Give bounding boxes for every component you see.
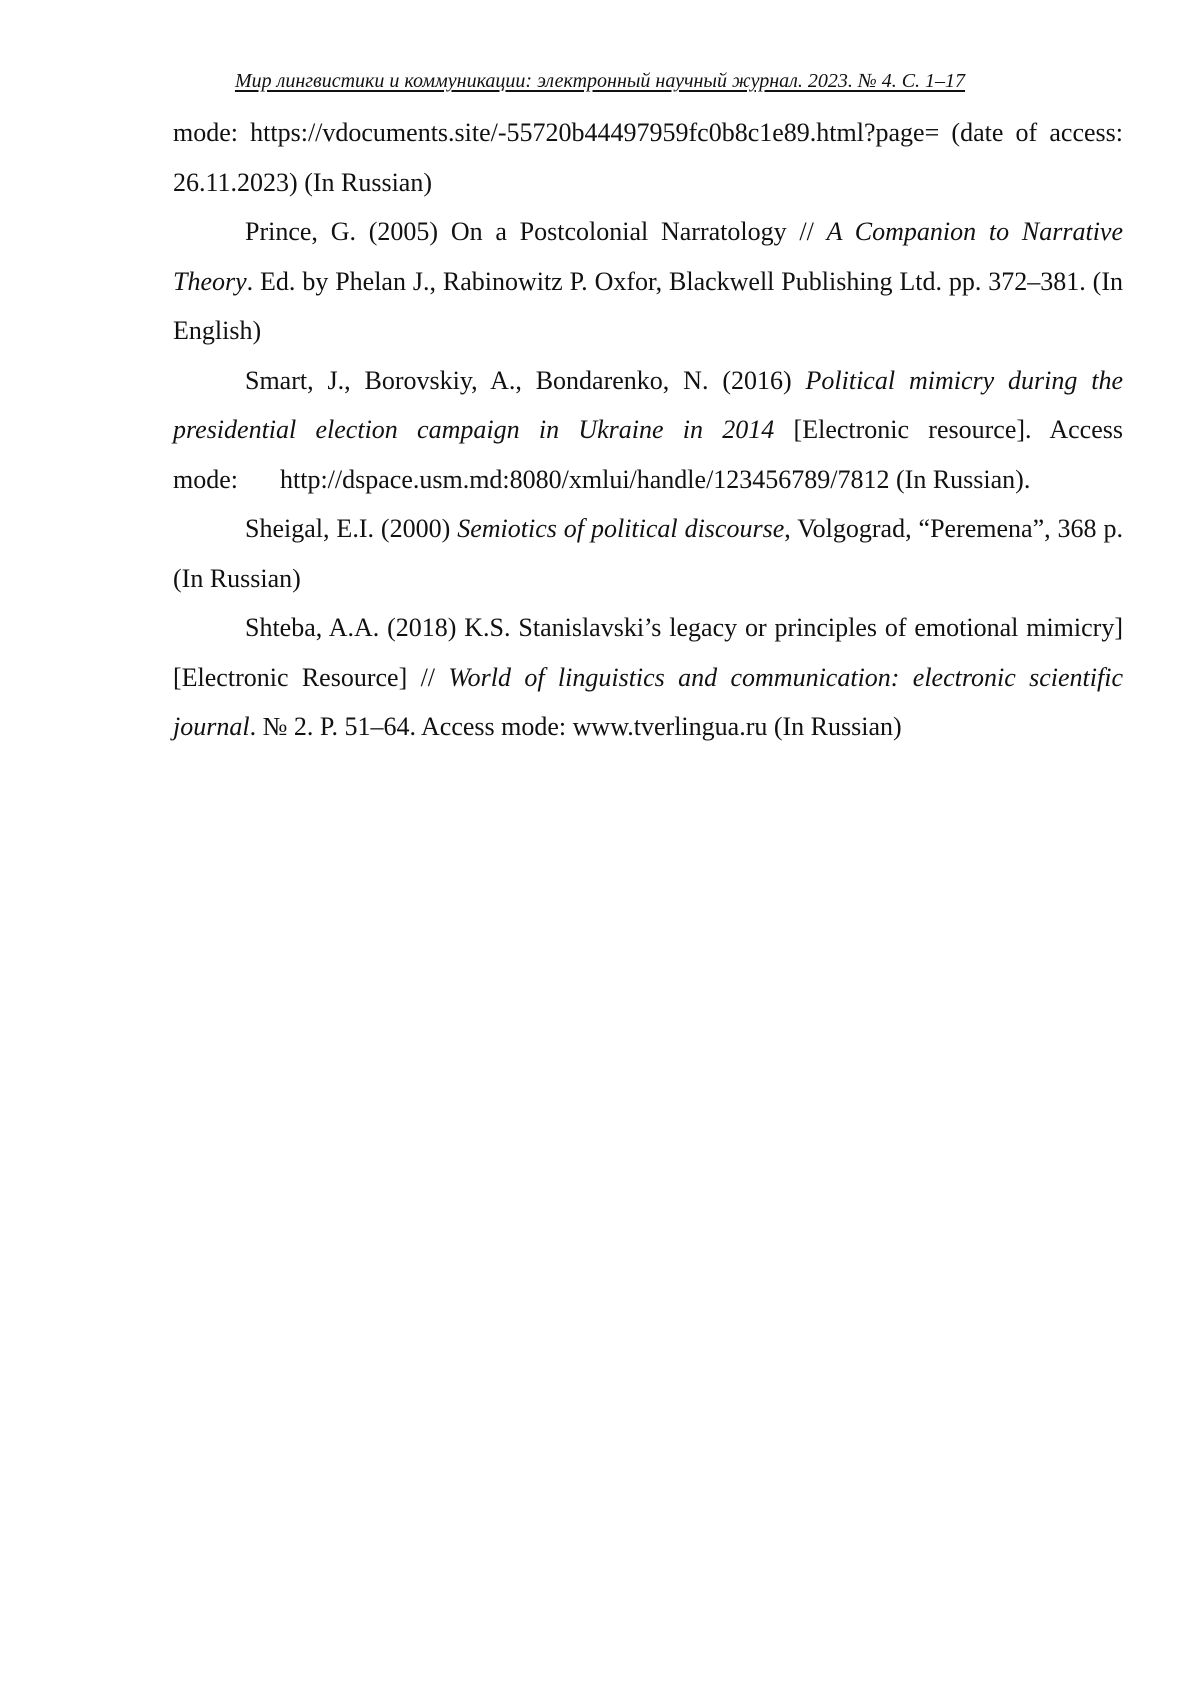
- reference-title: Political mimicry during the presidential election campaign in Ukraine in 2014: [173, 365, 1123, 444]
- reference-details: (In Russian).: [889, 464, 1031, 494]
- reference-item-sheigal: [173, 504, 1123, 603]
- reference-details: . № 2. P. 51–64. Access mode: www.tverlingua.ru (In Russian): [249, 712, 902, 741]
- reference-list: [173, 108, 1123, 752]
- reference-item-smart: [173, 356, 1123, 505]
- reference-details: . Ed. by Phelan J., Rabinowitz P. Oxfor, Blackwell Publishing Ltd. pp. 372–381. (In English): [173, 266, 1123, 345]
- reference-authors: Shteba, A.A. (2018) K.S. Stanislavski’s legacy or principles of emotional mimicry] [Electronic Resource] //: [173, 613, 1123, 692]
- reference-details: [Electronic resource]. Access mode:: [173, 415, 1123, 494]
- reference-item-shteba: [173, 603, 1123, 752]
- reference-authors: Prince, G. (2005) On a Postcolonial Narratology //: [245, 217, 827, 246]
- reference-item-prince: [173, 207, 1123, 356]
- reference-text: mode: https://vdocuments.site/-55720b44497959fc0b8c1e89.html?page= (date of access: 26.11.2023) (In Russian): [173, 118, 1123, 197]
- reference-authors: Sheigal, E.I. (2000): [245, 514, 458, 543]
- reference-title: Semiotics of political discourse: [457, 514, 785, 543]
- reference-item-continued: [173, 108, 1123, 207]
- reference-details: , Volgograd, “Peremena”, 368 p. (In Russian): [173, 514, 1124, 593]
- journal-running-header: Мир лингвистики и коммуникации: электронный научный журнал. 2023. № 4. С. 1–17: [234, 70, 966, 92]
- reference-url: http://dspace.usm.md:8080/xmlui/handle/123456789/7812: [280, 464, 890, 494]
- reference-authors: Smart, J., Borovskiy, A., Bondarenko, N. (2016): [245, 365, 806, 395]
- reference-title: World of linguistics and communication: electronic scientific journal: [173, 662, 1123, 741]
- reference-title: A Companion to Narrative Theory: [173, 217, 1123, 296]
